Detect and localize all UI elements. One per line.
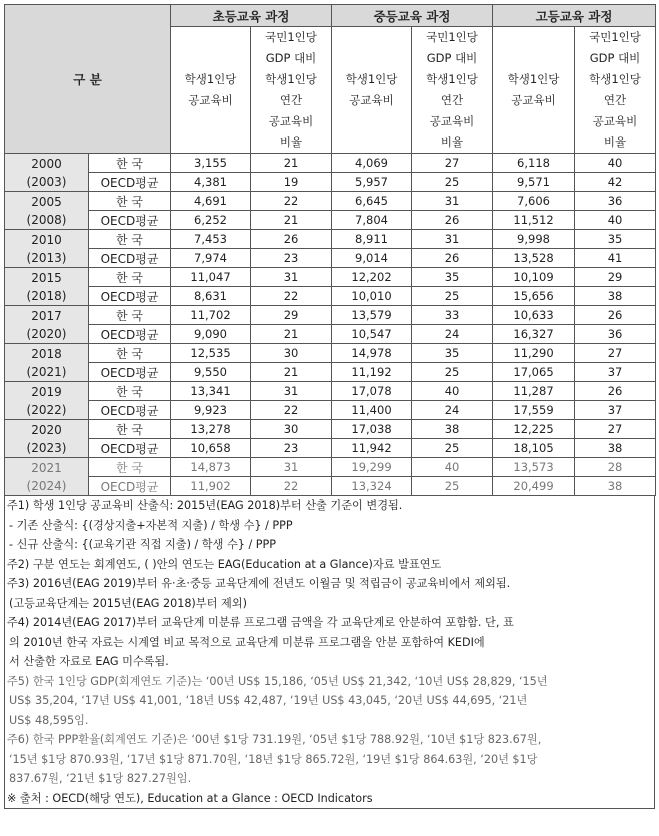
value-cell: 11,287 xyxy=(493,382,575,401)
year-cell xyxy=(5,306,89,344)
value-cell: 6,252 xyxy=(171,211,251,230)
table-row xyxy=(5,173,656,192)
note-1: 주1) 학생 1인당 공교육비 산출식: 2015년(EAG 2018)부터 산출 기준이 변경됨. xyxy=(7,499,403,512)
eag-year: (2022) xyxy=(26,402,67,417)
value-cell: 38 xyxy=(412,420,493,439)
table-row xyxy=(5,249,656,268)
year-cell xyxy=(5,382,89,420)
oecd-label: OECD평균 xyxy=(89,439,171,458)
footnotes xyxy=(4,496,655,809)
korea-label: 한 국 xyxy=(89,306,171,325)
value-cell: 12,202 xyxy=(332,268,412,287)
header-line: 연간 xyxy=(440,93,464,107)
year-cell xyxy=(5,192,89,230)
note-5-line-3: US$ 48,595임. xyxy=(9,713,89,727)
year-cell xyxy=(5,344,89,382)
value-cell: 19,299 xyxy=(332,458,412,477)
value-cell: 21 xyxy=(251,154,332,173)
value-cell: 6,118 xyxy=(493,154,575,173)
source-note: ※ 출처 : OECD(해당 연도), Education at a Glance : OECD Indicators xyxy=(7,791,373,805)
value-cell: 18,105 xyxy=(493,439,575,458)
value-cell: 10,633 xyxy=(493,306,575,325)
year-cell xyxy=(5,154,89,192)
korea-label: 한 국 xyxy=(89,192,171,211)
oecd-label: OECD평균 xyxy=(89,477,171,496)
eag-year: (2003) xyxy=(26,174,67,189)
table-row xyxy=(5,306,656,325)
note-5-line-2: US$ 35,204, ‘17년 US$ 41,001, ‘18년 US$ 42,487, ‘19년 US$ 43,045, ‘20년 US$ 44,695, ‘21년 xyxy=(9,694,528,707)
value-cell: 13,579 xyxy=(332,306,412,325)
value-cell: 4,381 xyxy=(171,173,251,192)
table-row xyxy=(5,401,656,420)
note-4-line-3: 서 산출한 자료로 EAG 미수록됨. xyxy=(9,655,169,668)
value-cell: 11,942 xyxy=(332,439,412,458)
value-cell: 9,090 xyxy=(171,325,251,344)
value-cell: 19 xyxy=(251,173,332,192)
value-cell: 40 xyxy=(412,458,493,477)
value-cell: 27 xyxy=(575,420,656,439)
table-row xyxy=(5,325,656,344)
value-cell: 21 xyxy=(251,325,332,344)
value-cell: 27 xyxy=(412,154,493,173)
header-line: GDP 대비 xyxy=(265,51,317,65)
year-cell xyxy=(5,230,89,268)
value-cell: 25 xyxy=(412,439,493,458)
fiscal-year: 2000 xyxy=(31,156,62,171)
korea-label: 한 국 xyxy=(89,420,171,439)
value-cell: 25 xyxy=(412,477,493,496)
table-row xyxy=(5,477,656,496)
korea-label: 한 국 xyxy=(89,382,171,401)
value-cell: 5,957 xyxy=(332,173,412,192)
value-cell: 13,324 xyxy=(332,477,412,496)
table-row xyxy=(5,439,656,458)
value-cell: 24 xyxy=(412,401,493,420)
note-1-new-formula: - 신규 산출식: {(교육기관 직접 지출) / 학생 수} / PPP xyxy=(9,538,277,551)
value-cell: 22 xyxy=(251,401,332,420)
year-cell xyxy=(5,458,89,496)
note-2: 주2) 구분 연도는 회계연도, ( )안의 연도는 EAG(Education at a Glance)자료 발표연도 xyxy=(7,557,442,571)
gdp-ratio-header xyxy=(412,27,493,154)
header-line: 공교육비 xyxy=(349,93,394,107)
value-cell: 7,606 xyxy=(493,192,575,211)
header-line: 연간 xyxy=(603,93,627,107)
value-cell: 38 xyxy=(575,439,656,458)
per-student-expenditure-header xyxy=(332,27,412,154)
value-cell: 26 xyxy=(412,249,493,268)
education-expenditure-document xyxy=(4,4,655,809)
header-line: 공교육비 xyxy=(188,93,233,107)
eag-year: (2013) xyxy=(26,250,67,265)
value-cell: 4,069 xyxy=(332,154,412,173)
gubun-header: 구 분 xyxy=(5,5,171,154)
stage-header-tertiary: 고등교육 과정 xyxy=(493,5,656,27)
oecd-label: OECD평균 xyxy=(89,363,171,382)
value-cell: 11,047 xyxy=(171,268,251,287)
value-cell: 26 xyxy=(575,382,656,401)
value-cell: 7,453 xyxy=(171,230,251,249)
note-6-line-3: 837.67원, ‘21년 $1당 827.27원임. xyxy=(9,772,192,785)
eag-year: (2024) xyxy=(26,478,67,493)
value-cell: 30 xyxy=(251,420,332,439)
value-cell: 4,691 xyxy=(171,192,251,211)
fiscal-year: 2005 xyxy=(31,194,62,209)
header-line: 학생1인당 xyxy=(589,72,641,86)
value-cell: 31 xyxy=(251,382,332,401)
header-line: 비율 xyxy=(279,135,303,149)
value-cell: 23 xyxy=(251,249,332,268)
note-5-line-1: 주5) 한국 1인당 GDP(회계연도 기준)는 ‘00년 US$ 15,186, ‘05년 US$ 21,342, ‘10년 US$ 28,829, ‘15년 xyxy=(7,674,548,688)
korea-label: 한 국 xyxy=(89,458,171,477)
value-cell: 20,499 xyxy=(493,477,575,496)
table-row xyxy=(5,154,656,173)
value-cell: 12,535 xyxy=(171,344,251,363)
oecd-label: OECD평균 xyxy=(89,211,171,230)
value-cell: 40 xyxy=(412,382,493,401)
fiscal-year: 2010 xyxy=(31,232,62,247)
value-cell: 35 xyxy=(575,230,656,249)
value-cell: 10,010 xyxy=(332,287,412,306)
korea-label: 한 국 xyxy=(89,154,171,173)
gdp-ratio-header xyxy=(251,27,332,154)
value-cell: 9,550 xyxy=(171,363,251,382)
value-cell: 10,658 xyxy=(171,439,251,458)
stage-header-elementary: 초등교육 과정 xyxy=(171,5,332,27)
value-cell: 11,702 xyxy=(171,306,251,325)
value-cell: 3,155 xyxy=(171,154,251,173)
value-cell: 13,528 xyxy=(493,249,575,268)
note-4-line-2: 의 2010년 한국 자료는 시계열 비교 목적으로 교육단계 미분류 프로그램을 안분 포함하여 KEDI에 xyxy=(9,635,485,649)
value-cell: 16,327 xyxy=(493,325,575,344)
value-cell: 13,278 xyxy=(171,420,251,439)
header-line: 학생1인당 xyxy=(265,72,317,86)
value-cell: 22 xyxy=(251,287,332,306)
expenditure-table xyxy=(4,4,656,496)
value-cell: 24 xyxy=(412,325,493,344)
value-cell: 21 xyxy=(251,211,332,230)
value-cell: 14,978 xyxy=(332,344,412,363)
fiscal-year: 2017 xyxy=(31,308,62,323)
oecd-label: OECD평균 xyxy=(89,173,171,192)
value-cell: 41 xyxy=(575,249,656,268)
korea-label: 한 국 xyxy=(89,230,171,249)
value-cell: 8,911 xyxy=(332,230,412,249)
value-cell: 35 xyxy=(412,268,493,287)
value-cell: 25 xyxy=(412,287,493,306)
value-cell: 11,290 xyxy=(493,344,575,363)
value-cell: 9,998 xyxy=(493,230,575,249)
value-cell: 22 xyxy=(251,477,332,496)
table-row xyxy=(5,192,656,211)
fiscal-year: 2020 xyxy=(31,422,62,437)
value-cell: 14,873 xyxy=(171,458,251,477)
header-line: 학생1인당 xyxy=(507,72,560,86)
oecd-label: OECD평균 xyxy=(89,325,171,344)
header-line: 국민1인당 xyxy=(589,30,641,44)
header-line: 학생1인당 xyxy=(184,72,237,86)
value-cell: 11,512 xyxy=(493,211,575,230)
stage-header-secondary: 중등교육 과정 xyxy=(332,5,493,27)
header-line: GDP 대비 xyxy=(426,51,478,65)
table-row xyxy=(5,268,656,287)
oecd-label: OECD평균 xyxy=(89,249,171,268)
value-cell: 13,573 xyxy=(493,458,575,477)
value-cell: 6,645 xyxy=(332,192,412,211)
value-cell: 10,547 xyxy=(332,325,412,344)
note-6-line-1: 주6) 한국 PPP환율(회계연도 기준)은 ‘00년 $1당 731.19원, ‘05년 $1당 788.92원, ‘10년 $1당 823.67원, xyxy=(7,733,542,746)
value-cell: 17,065 xyxy=(493,363,575,382)
value-cell: 26 xyxy=(251,230,332,249)
gdp-ratio-header xyxy=(575,27,656,154)
value-cell: 17,078 xyxy=(332,382,412,401)
year-cell xyxy=(5,268,89,306)
table-row xyxy=(5,382,656,401)
value-cell: 8,631 xyxy=(171,287,251,306)
header-line: 국민1인당 xyxy=(426,30,478,44)
value-cell: 37 xyxy=(575,363,656,382)
oecd-label: OECD평균 xyxy=(89,287,171,306)
note-3: 주3) 2016년(EAG 2019)부터 유·초·중등 교육단계에 전년도 이월금 및 적립금이 공교육비에서 제외됨. xyxy=(7,577,511,590)
value-cell: 23 xyxy=(251,439,332,458)
value-cell: 21 xyxy=(251,363,332,382)
value-cell: 13,341 xyxy=(171,382,251,401)
value-cell: 36 xyxy=(575,325,656,344)
value-cell: 11,902 xyxy=(171,477,251,496)
value-cell: 42 xyxy=(575,173,656,192)
table-row xyxy=(5,211,656,230)
value-cell: 31 xyxy=(251,458,332,477)
header-line: 학생1인당 xyxy=(426,72,478,86)
value-cell: 26 xyxy=(575,306,656,325)
value-cell: 38 xyxy=(575,287,656,306)
note-1-old-formula: - 기존 산출식: {(경상지출+자본적 지출) / 학생 수} / PPP xyxy=(9,518,293,532)
value-cell: 9,571 xyxy=(493,173,575,192)
table-row xyxy=(5,458,656,477)
header-line: 공교육비 xyxy=(429,114,475,128)
value-cell: 25 xyxy=(412,173,493,192)
value-cell: 27 xyxy=(575,344,656,363)
value-cell: 35 xyxy=(412,344,493,363)
korea-label: 한 국 xyxy=(89,268,171,287)
value-cell: 10,109 xyxy=(493,268,575,287)
fiscal-year: 2019 xyxy=(31,384,62,399)
header-line: 학생1인당 xyxy=(345,72,398,86)
header-line: 공교육비 xyxy=(511,93,556,107)
value-cell: 38 xyxy=(575,477,656,496)
header-line: 연간 xyxy=(279,93,303,107)
value-cell: 22 xyxy=(251,192,332,211)
fiscal-year: 2018 xyxy=(31,346,62,361)
value-cell: 25 xyxy=(412,363,493,382)
value-cell: 40 xyxy=(575,154,656,173)
note-6-line-2: ‘15년 $1당 870.93원, ‘17년 $1당 871.70원, ‘18년 $1당 865.72원, ‘19년 $1당 864.63원, ‘20년 $1당 xyxy=(9,752,538,766)
eag-year: (2008) xyxy=(26,212,67,227)
value-cell: 29 xyxy=(575,268,656,287)
value-cell: 15,656 xyxy=(493,287,575,306)
value-cell: 17,038 xyxy=(332,420,412,439)
value-cell: 11,192 xyxy=(332,363,412,382)
value-cell: 30 xyxy=(251,344,332,363)
per-student-expenditure-header xyxy=(493,27,575,154)
note-3-cont: (고등교육단계는 2015년(EAG 2018)부터 제외) xyxy=(9,596,247,610)
value-cell: 40 xyxy=(575,211,656,230)
value-cell: 31 xyxy=(251,268,332,287)
per-student-expenditure-header xyxy=(171,27,251,154)
header-line: 비율 xyxy=(440,135,464,149)
table-row xyxy=(5,420,656,439)
value-cell: 29 xyxy=(251,306,332,325)
eag-year: (2018) xyxy=(26,288,67,303)
value-cell: 36 xyxy=(575,192,656,211)
value-cell: 28 xyxy=(575,458,656,477)
value-cell: 9,014 xyxy=(332,249,412,268)
eag-year: (2020) xyxy=(26,326,67,341)
korea-label: 한 국 xyxy=(89,344,171,363)
table-row xyxy=(5,230,656,249)
value-cell: 7,804 xyxy=(332,211,412,230)
header-line: 비율 xyxy=(603,135,627,149)
header-line: 국민1인당 xyxy=(265,30,317,44)
oecd-label: OECD평균 xyxy=(89,401,171,420)
header-line: GDP 대비 xyxy=(589,51,641,65)
value-cell: 12,225 xyxy=(493,420,575,439)
table-row xyxy=(5,287,656,306)
year-cell xyxy=(5,420,89,458)
note-4-line-1: 주4) 2014년(EAG 2017)부터 교육단계 미분류 프로그램 금액을 각 교육단계로 안분하여 포함함. 단, 표 xyxy=(7,616,514,629)
table-row xyxy=(5,363,656,382)
fiscal-year: 2015 xyxy=(31,270,62,285)
value-cell: 9,923 xyxy=(171,401,251,420)
value-cell: 31 xyxy=(412,192,493,211)
eag-year: (2023) xyxy=(26,440,67,455)
eag-year: (2021) xyxy=(26,364,67,379)
value-cell: 26 xyxy=(412,211,493,230)
fiscal-year: 2021 xyxy=(31,460,62,475)
value-cell: 33 xyxy=(412,306,493,325)
value-cell: 31 xyxy=(412,230,493,249)
value-cell: 17,559 xyxy=(493,401,575,420)
value-cell: 11,400 xyxy=(332,401,412,420)
header-line: 공교육비 xyxy=(268,114,314,128)
table-row xyxy=(5,344,656,363)
value-cell: 37 xyxy=(575,401,656,420)
value-cell: 7,974 xyxy=(171,249,251,268)
header-line: 공교육비 xyxy=(592,114,638,128)
